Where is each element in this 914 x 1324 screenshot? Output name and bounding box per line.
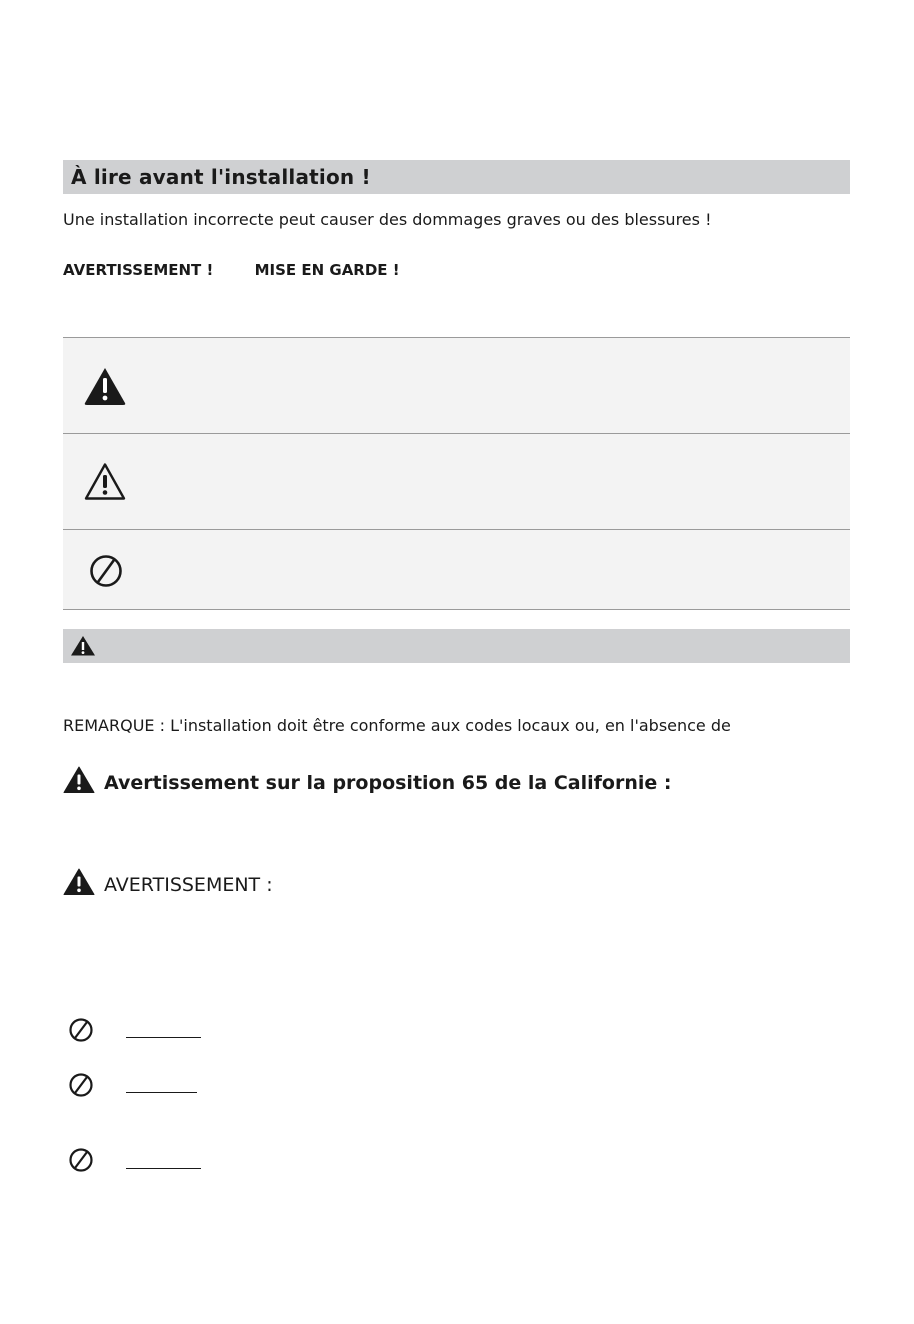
warning-heading bbox=[63, 868, 273, 901]
section-title: À lire avant l'installation ! bbox=[71, 165, 371, 189]
warning-filled-icon bbox=[63, 868, 95, 901]
warning-filled-icon bbox=[83, 366, 127, 410]
label-warning: AVERTISSEMENT ! bbox=[63, 261, 214, 279]
section-title-bar bbox=[63, 160, 850, 194]
prop65-heading-text: Avertissement sur la proposition 65 de la Californie : bbox=[104, 771, 672, 794]
warning-filled-icon bbox=[70, 635, 96, 661]
warning-bar bbox=[63, 629, 850, 663]
remark-text: REMARQUE : L'installation doit être conforme aux codes locaux ou, en l'absence de bbox=[63, 716, 731, 735]
underline-rule bbox=[126, 1037, 201, 1038]
warning-outline-icon bbox=[83, 461, 127, 505]
signal-labels bbox=[63, 261, 400, 279]
warning-heading-text: AVERTISSEMENT : bbox=[104, 873, 273, 896]
table-row bbox=[63, 434, 850, 530]
prohibited-icon bbox=[88, 553, 124, 593]
prohibited-icon bbox=[68, 1147, 94, 1177]
table-row bbox=[63, 338, 850, 434]
underline-rule bbox=[126, 1168, 201, 1169]
intro-text: Une installation incorrecte peut causer des dommages graves ou des blessures ! bbox=[63, 210, 712, 229]
label-caution: MISE EN GARDE ! bbox=[254, 261, 400, 279]
prohibited-icon bbox=[68, 1072, 94, 1102]
prohibited-icon bbox=[68, 1017, 94, 1047]
underline-rule bbox=[126, 1092, 197, 1093]
table-row bbox=[63, 530, 850, 610]
warning-filled-icon bbox=[63, 766, 95, 799]
prop65-heading bbox=[63, 766, 671, 799]
symbol-table bbox=[63, 337, 850, 610]
